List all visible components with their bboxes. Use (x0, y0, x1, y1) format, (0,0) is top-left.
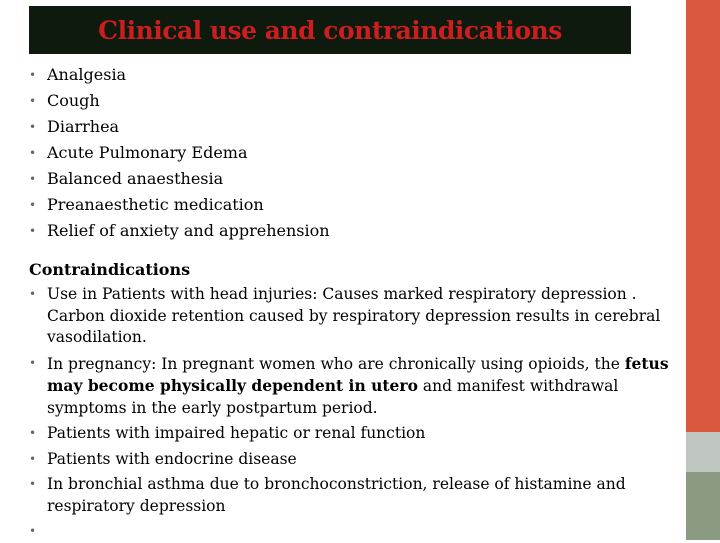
right-accent-band-green (686, 472, 720, 540)
list-item (29, 353, 669, 420)
pregnancy-text-start: In pregnancy: In pregnant women who are chronically using opioids, the (47, 354, 625, 373)
pregnancy-text-bold: fetus may become physically dependent in utero (47, 353, 669, 395)
contraindications-list (29, 284, 669, 543)
list-item: • Diarrhea (29, 114, 669, 140)
list-item: • Acute Pulmonary Edema (29, 140, 669, 166)
list-item: • Patients with impaired hepatic or renal function (29, 423, 669, 445)
right-accent-band-gray (686, 432, 720, 472)
pregnancy-text-end: and manifest withdrawal symptoms in the early postpartum period. (47, 377, 619, 417)
empty-list-item (29, 521, 669, 539)
clinical-uses-list (29, 62, 669, 244)
list-item: • Analgesia (29, 62, 669, 88)
slide-title: Clinical use and contraindications (98, 15, 562, 45)
list-item: • Balanced anaesthesia (29, 166, 669, 192)
contraindications-heading: Contraindications (29, 260, 191, 279)
list-item: • Cough (29, 88, 669, 114)
list-item: • Relief of anxiety and apprehension (29, 218, 669, 244)
title-bar (29, 6, 631, 54)
list-item: • Preanaesthetic medication (29, 192, 669, 218)
list-item: • Patients with endocrine disease (29, 449, 669, 471)
list-item: • Use in Patients with head injuries: Causes marked respiratory depression . Carbon dioxide retention caused by respiratory depression results in cerebral vasodilation. (29, 284, 669, 349)
list-item: • In bronchial asthma due to bronchoconstriction, release of histamine and respiratory depression (29, 474, 669, 517)
